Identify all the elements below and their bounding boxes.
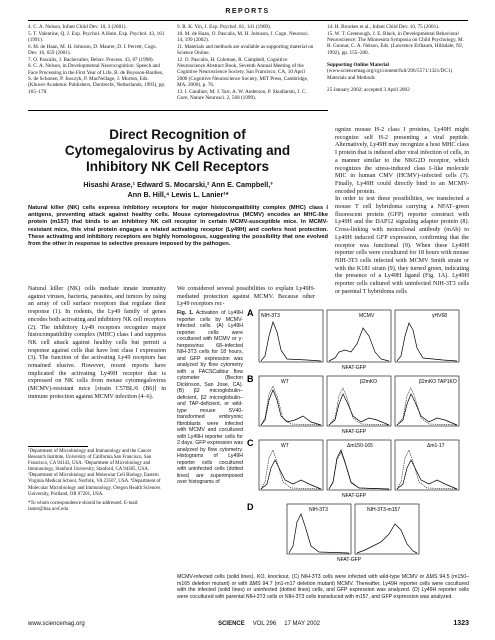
svg-text:NFAT-GFP: NFAT-GFP: [342, 493, 367, 499]
figure-caption-side: [177, 310, 243, 486]
authors-line1: Hisashi Arase,¹ Edward S. Mocarski,² Ann E. Campbell,³: [83, 180, 273, 189]
body-right: ognize mouse H-2 class I proteins, Ly49H might recognize self H-2 presenting a viral peptide. Alternatively, Ly49H may recognize a host MHC class I protein that is induced after viral infection of cells, in a manner similar to the NKG2D receptor, which recognizes the stress-induced class I–like molecule MIC in human CMV (HCMV)–infected cells (7). Finally, Ly49H could directly bind to an MCMV-encoded protein. In order to test these possibilities, we transfected a mouse T cell hybridoma carrying a NFAT–green fluorescent protein (GFP) reporter construct with Ly49H and the DAP12 signaling adapter protein (8). Cross-linking with monoclonal antibody (mAb) to Ly49H induced GFP expression, confirming that the receptor was functional (9). When these Ly49H reporter cells were cocultured for 18 hours with mouse NIH-3T3 cells infected with MCMV Smith strain or with the K181 strain (9), they turned green, indicating the presence of a Ly49H ligand (Fig. 1A). Ly49H reporter cells cultured with uninfected NIH-3T3 cells or parental T hybridoma cells: [335, 127, 469, 295]
histogram-trace: [261, 460, 321, 489]
footer-journal: SCIENCE: [218, 621, 245, 627]
reference: 13. I. Gauthier, M. J. Tarr, A. W. Anderson, P. Skudlarski, J. C. Gore, Nature Neurosci. 2, 568 (1999).: [177, 88, 307, 102]
svg-text:Δm1-17: Δm1-17: [427, 443, 445, 449]
reference: 12. O. Pascalis, H. Coleman, R. Campbell, Cognitive Neuroscience Abstract Book, Seventh Annual Meeting of the Cognitive Neuroscience Society, San Francisco, CA, 10 April 2000 (Cognitive Neuroscience Society, MIT Press, Cambridge, MA, 2000), p. 76.: [177, 56, 309, 89]
affiliations-footnote: [28, 449, 166, 513]
svg-text:NFAT-GFP: NFAT-GFP: [342, 365, 367, 371]
svg-text:WT: WT: [281, 379, 289, 385]
panel-letter: D: [247, 502, 254, 512]
figure-1: [247, 306, 469, 574]
authors-line2: Ann B. Hill,⁴ Lewis L. Lanier¹*: [127, 190, 229, 199]
abstract: Natural killer (NK) cells express inhibitory receptors for major histocompatibility complex (MHC) class I antigens, preventing attack against healthy cells. Mouse cytomegalovirus (MCMV) encodes an MHC-like protein (m157) that binds to an inhibitory NK cell receptor in certain MCMV-susceptible mice. In MCMV-resistant mice, this viral protein engages a related activating receptor (Ly49H) and confers host protection. These activating and inhibitory receptors are highly homologous, suggesting the possibility that one evolved from the other in response to selective pressure imposed by the pathogen.: [28, 205, 328, 248]
svg-text:NFAT-GFP: NFAT-GFP: [337, 557, 362, 563]
figure-caption-bottom: MCMV-infected cells (solid lines). KO, knockout. (C) NIH-3T3 cells were infected with wild-type MCMV or ΔMS 94.5 (m150–m165 deletion mutant) or with ΔMS 94.7 (m1-m17 deletion mutant) MCMV. Thereafter, Ly49H reporter cells were cocultured with the infected (solid lines) or uninfected (dotted lines) cells, and GFP expression was analyzed. (D) Ly49H reporter cells were cocultured with parental NIH-3T3 cells or NIH-3T3 cells transduced with m157, and GFP expression was analyzed.: [177, 574, 469, 600]
histogram-trace: [329, 452, 389, 489]
histogram-trace: [261, 322, 321, 361]
caption-head: Fig. 1.: [177, 310, 194, 316]
reference: 10. M. de Haan, O. Pascalis, M. H. Johnson, J. Cogn. Neurosci. 14, 199 (2002).: [177, 30, 309, 43]
svg-text:NFAT-GFP: NFAT-GFP: [342, 429, 367, 435]
supporting-url[interactable]: (www.sciencemag.org/cgi/content/full/296/5571/1321/DC1): [327, 68, 453, 75]
svg-text:WT: WT: [281, 443, 289, 449]
footer-date: 17 MAY 2002: [284, 621, 321, 627]
histogram-trace: [261, 390, 321, 425]
histogram-trace: [357, 524, 417, 553]
svg-text:NIH-3T3-m157: NIH-3T3-m157: [367, 507, 401, 513]
references-col2: [177, 24, 315, 102]
panel-b: [247, 374, 459, 435]
svg-text:NIH-3T3: NIH-3T3: [261, 313, 280, 319]
histogram-trace: [289, 514, 349, 553]
reference: 11. Materials and methods are available as supporting material on Science Online.: [177, 43, 314, 56]
panel-c: [247, 438, 459, 499]
panel-a: [247, 308, 459, 371]
body-left: Natural killer (NK) cells mediate innate immunity against viruses, bacteria, parasites, and tumors by using an array of cell surface receptors that regulate their response (1). In rodents, the Ly49 family of genes encodes both activating and inhibitory NK cell receptors (2). The inhibitory Ly49 receptors recognize major histocompatibility complex (MHC) class I and suppress NK cell attack against healthy cells but permit a response against cells that have lost class I expression (3). The function of the activating Ly49 receptors has remained elusive. However, recent reports have implicated the activating Ly49H receptor that is expressed on NK cells from mouse cytomegalovirus (MCMV)-resistant mice [strain C57BL/6 (B6)] in immune protection against MCMV infection (4–6).: [28, 286, 166, 400]
article-title: Direct Recognition of Cytomegalovirus by Activating and Inhibitory NK Cell Receptors: [64, 127, 291, 174]
reference: 15. W. T. Greenough, J. E. Black, in Developmental Behavioral Neuroscience: The Minnesota Symposia on Child Psychology, M. R. Gunnar, C. A. Nelson, Eds. (Lawrence Erlbaum, Hillsdale, NJ, 1992), pp. 155–200.: [327, 30, 464, 56]
reference: 9. R. K. Yin, J. Exp. Psychol. 81, 141 (1969).: [177, 24, 272, 30]
footnote-rule: [28, 446, 88, 447]
histogram-trace: [329, 450, 389, 489]
caption-text: Activation of Ly49H reporter cells by MCMV-infected cells. (A) Ly49H reporter cells were cocultured with MCMV or γ-herpesvirus 68–infected NIH-3T3 cells for 18 hours, and GFP expression was analyzed by flow cytometry with a FACSCalibur flow cytometer (Becton Dickinson, San Jose, CA). (B) β2 microglobulin–deficient, β2 microglobulin– and TAP-deficient, or wild-type mouse SV40-transformed embryonic fibroblasts were infected with MCMV and cocultured with Ly49H reporter cells for 2 days. GFP expression was analyzed by flow cytometry. Histograms of Ly49H reporter cells cocultured with uninfected cells (dotted lines) are superimposed over histograms of: [177, 310, 243, 485]
reference: 6. M. de Haan, M. H. Johnson, D. Maurer, D. I. Perrett, Cogn. Dev. 16, 659 (2001).: [28, 43, 157, 56]
panel-letter: C: [247, 438, 254, 448]
references-col3: [327, 24, 467, 93]
page-number: 1323: [453, 620, 469, 627]
section-rule: [28, 110, 328, 111]
footer-volume: VOL 296: [252, 621, 277, 627]
svg-text:MCMV: MCMV: [359, 313, 375, 319]
panel-d: [247, 502, 419, 563]
reference: 4. C. A. Nelson, Infant Child Dev. 10, 3 (2001).: [28, 24, 127, 30]
histogram-trace: [329, 388, 389, 425]
received-dates: 25 January 2002; accepted 3 April 2002: [327, 86, 410, 93]
affiliations: ¹Department of Microbiology and Immunology and the Cancer Research Institute, University of California San Francisco, San Francisco, CA 94143, USA. ²Department of Microbiology and Immunology, Stanford University, Stanford, CA 94305, USA. ³Department of Microbiology and Molecular Cell Biology, Eastern Virginia Medical School, Norfolk, VA 23507, USA. ⁴Department of Molecular Microbiology and Immunology, Oregon Health Sciences University, Portland, OR 97201, USA.: [28, 449, 161, 497]
histogram-trace: [397, 323, 457, 361]
svg-text:β2mKO TAP1KO: β2mKO TAP1KO: [419, 379, 457, 385]
svg-text:Δm150-165: Δm150-165: [347, 443, 373, 449]
section-header: REPORTS: [225, 8, 270, 15]
reference: 14. H. Brookes et al., Infant Child Dev. 10, 75 (2001).: [327, 24, 440, 30]
supporting-item: Materials and Methods: [327, 74, 375, 81]
page-footer: [28, 620, 469, 627]
reference: 5. T. Valentine, Q. J. Exp. Psychol. A Hum. Exp. Psychol. 43, 161 (1991).: [28, 30, 165, 43]
histogram-trace: [397, 460, 457, 489]
histogram-trace: [329, 328, 389, 361]
svg-text:β2mKO: β2mKO: [360, 379, 378, 385]
supporting-heading: Supporting Online Material: [327, 61, 389, 68]
histogram-trace: [329, 394, 389, 425]
panel-letter: B: [247, 374, 254, 384]
references-col1: [28, 24, 166, 95]
histogram-trace: [397, 388, 457, 425]
correspondence: *To whom correspondence should be addressed. E-mail: lanier@itsa.ucsf.edu: [28, 500, 139, 512]
histogram-trace: [397, 394, 457, 425]
svg-text:γHV68: γHV68: [432, 313, 448, 319]
reference: 7. O. Pascalis, J. Bachevalier, Behav. Process. 43, 87 (1998).: [28, 56, 154, 63]
flow-cytometry-histograms: [247, 306, 469, 574]
header-rule: [28, 20, 468, 21]
svg-text:NIH-3T3: NIH-3T3: [309, 507, 328, 513]
footer-url[interactable]: www.sciencemag.org: [28, 621, 85, 627]
body-mid: We considered several possibilities to explain Ly49H-mediated protection against MCMV. Because other Ly49 receptors rec-: [177, 286, 315, 308]
reference: 8. C. A. Nelson, in Developmental Neurocognition: Speech and Face Processing in the First Year of Life, B. de Boysson-Bardies, S. de Schonen, P. Jusczyk, P. MacNeilage, J. Morton, Eds. (Kluwer Academic Publishers, Dordrecht, Netherlands, 1993), pp. 165–178.: [28, 63, 166, 95]
histogram-trace: [261, 386, 321, 425]
panel-letter: A: [247, 308, 254, 318]
